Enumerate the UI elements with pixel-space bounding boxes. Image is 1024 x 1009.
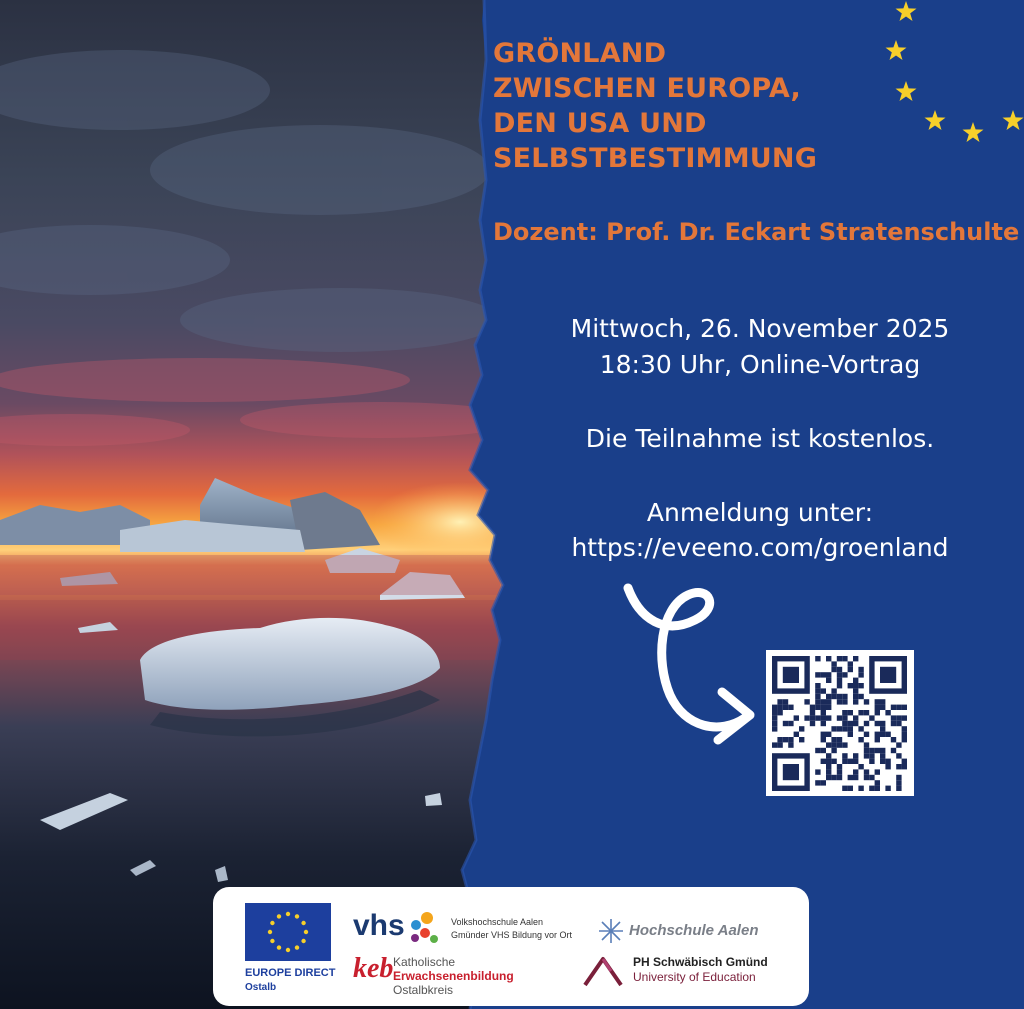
keb-logo-mark: keb	[353, 953, 394, 984]
europe-direct-region: Ostalb	[245, 982, 277, 993]
registration-url[interactable]: https://eveeno.com/groenland	[571, 533, 949, 562]
lecturer-line: Dozent: Prof. Dr. Eckart Stratenschulte	[493, 218, 1020, 246]
event-date: Mittwoch, 26. November 2025	[570, 314, 950, 343]
keb-line-3: Ostalbkreis	[393, 983, 454, 997]
registration-label: Anmeldung unter:	[646, 498, 874, 527]
title-line-3: DEN USA UND	[493, 108, 707, 139]
partner-logos-bar	[213, 887, 809, 1006]
title-line-4: SELBSTBESTIMMUNG	[493, 143, 818, 174]
event-time-format: 18:30 Uhr, Online-Vortrag	[599, 350, 921, 379]
hochschule-aalen-star-icon	[597, 917, 625, 945]
ph-gmuend-line-1: PH Schwäbisch Gmünd	[633, 955, 768, 969]
vhs-logo-mark: vhs	[353, 909, 405, 942]
event-fee: Die Teilnahme ist kostenlos.	[585, 424, 935, 453]
keb-line-1: Katholische	[393, 955, 456, 969]
qr-code-pattern	[766, 650, 914, 796]
event-title	[493, 36, 913, 176]
hochschule-aalen-name: Hochschule Aalen	[629, 922, 759, 939]
qr-code-icon[interactable]	[766, 650, 914, 796]
curly-arrow-icon	[610, 580, 770, 755]
eu-flag-icon	[245, 903, 331, 961]
ph-gmuend-line-2: University of Education	[633, 970, 756, 984]
ph-gmuend-logo-icon	[581, 953, 629, 989]
vhs-line-2: Gmünder VHS Bildung vor Ort	[451, 930, 573, 940]
keb-line-2: Erwachsenenbildung	[393, 969, 514, 983]
title-line-1: GRÖNLAND	[493, 38, 667, 69]
vhs-dots-icon	[405, 911, 441, 947]
europe-direct-name: EUROPE DIRECT	[245, 967, 336, 979]
vhs-line-1: Volkshochschule Aalen	[451, 917, 544, 927]
title-line-2: ZWISCHEN EUROPA,	[493, 73, 801, 104]
